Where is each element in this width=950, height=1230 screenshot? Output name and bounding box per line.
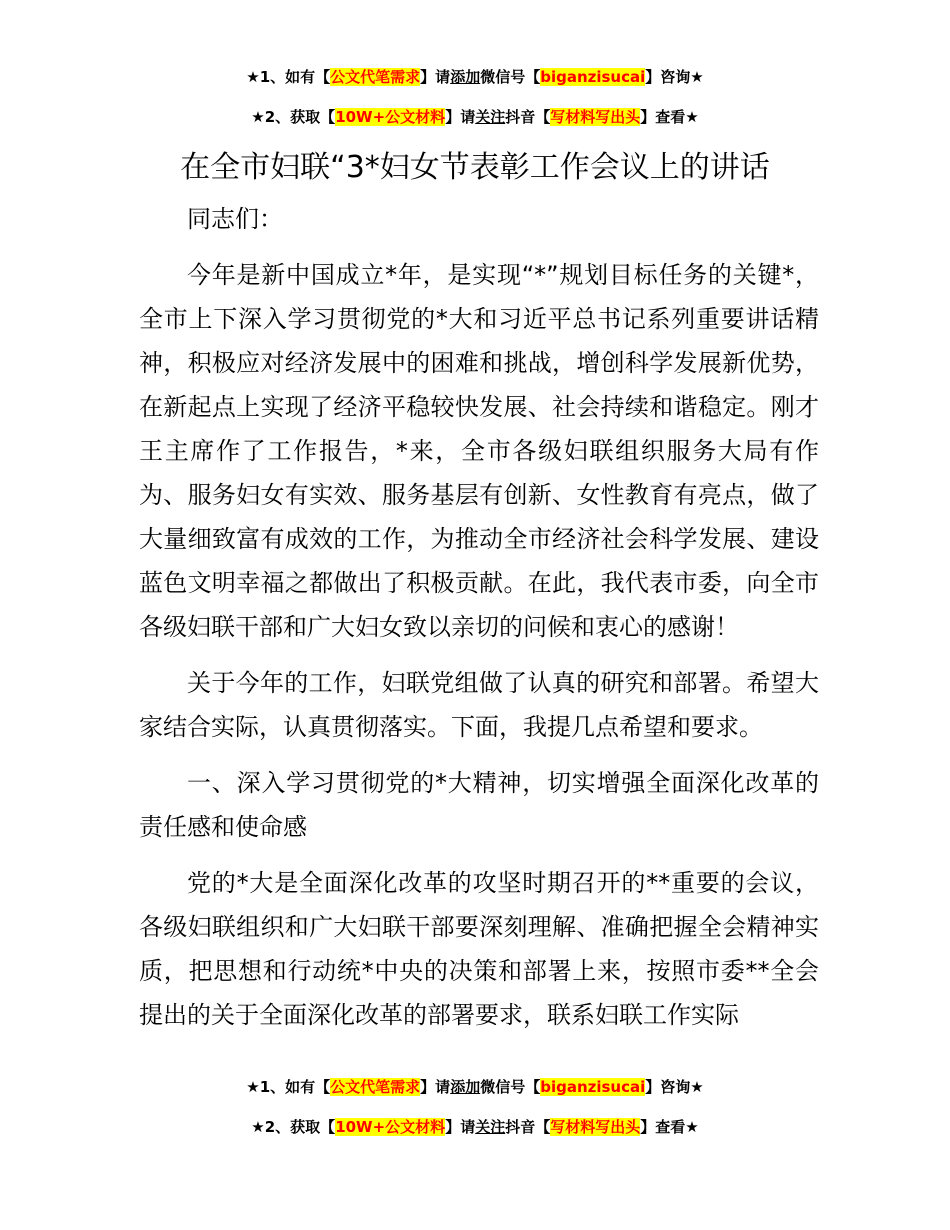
promo-text: 】查看★ bbox=[640, 1118, 699, 1136]
promo-highlight: 公文代笔需求 bbox=[330, 1078, 421, 1096]
promo-text: ★1、如有【 bbox=[246, 1078, 331, 1096]
greeting: 同志们： bbox=[187, 205, 283, 233]
promo-text: 】咨询★ bbox=[645, 1078, 704, 1096]
footer-promo-line-2 bbox=[0, 1116, 950, 1138]
header-promo-line-1 bbox=[0, 66, 950, 88]
promo-text: 微信号【 bbox=[480, 68, 541, 86]
promo-text: 】请 bbox=[420, 1078, 451, 1096]
promo-text: 】请 bbox=[445, 108, 476, 126]
document-title: 在全市妇联“3*妇女节表彰工作会议上的讲话 bbox=[180, 150, 770, 185]
promo-highlight: 写材料写出头 bbox=[550, 108, 641, 126]
promo-text: 微信号【 bbox=[480, 1078, 541, 1096]
promo-text: 】查看★ bbox=[640, 108, 699, 126]
promo-text: ★2、获取【 bbox=[251, 108, 336, 126]
promo-text: 】请 bbox=[445, 1118, 476, 1136]
promo-text: 】请 bbox=[420, 68, 451, 86]
promo-underlined: 关注 bbox=[475, 108, 506, 126]
promo-text: 】咨询★ bbox=[645, 68, 704, 86]
promo-underlined: 关注 bbox=[475, 1118, 506, 1136]
promo-highlight: 公文代笔需求 bbox=[330, 68, 421, 86]
promo-highlight: 写材料写出头 bbox=[550, 1118, 641, 1136]
promo-underlined: 添加 bbox=[450, 68, 481, 86]
promo-highlight: biganzisucai bbox=[540, 68, 646, 86]
promo-text: 抖音【 bbox=[505, 108, 551, 126]
promo-underlined: 添加 bbox=[450, 1078, 481, 1096]
promo-text: ★2、获取【 bbox=[251, 1118, 336, 1136]
body-paragraph-2: 关于今年的工作，妇联党组做了认真的研究和部署。希望大家结合实际，认真贯彻落实。下面，我提几点希望和要求。 bbox=[139, 669, 819, 741]
promo-highlight: biganzisucai bbox=[540, 1078, 646, 1096]
promo-highlight: 10W+公文材料 bbox=[335, 1118, 446, 1136]
header-promo-line-2 bbox=[0, 106, 950, 128]
section-heading-1: 一、深入学习贯彻党的*大精神，切实增强全面深化改革的责任感和使命感 bbox=[139, 769, 819, 841]
promo-highlight: 10W+公文材料 bbox=[335, 108, 446, 126]
body-paragraph-3: 党的*大是全面深化改革的攻坚时期召开的**重要的会议，各级妇联组织和广大妇联干部要深刻理解、准确把握全会精神实质，把思想和行动统*中央的决策和部署上来，按照市委**全会提出的关于全面深化改革的部署要求，联系妇联工作实际 bbox=[139, 869, 819, 1029]
document-body bbox=[139, 197, 819, 1037]
promo-text: 抖音【 bbox=[505, 1118, 551, 1136]
promo-text: ★1、如有【 bbox=[246, 68, 331, 86]
body-paragraph-1: 今年是新中国成立*年，是实现“*”规划目标任务的关键*，全市上下深入学习贯彻党的*大和习近平总书记系列重要讲话精神，积极应对经济发展中的困难和挑战，增创科学发展新优势，在新起点上实现了经济平稳较快发展、社会持续和谐稳定。刚才王主席作了工作报告，*来，全市各级妇联组织服务大局有作为、服务妇女有实效、服务基层有创新、女性教育有亮点，做了大量细致富有成效的工作，为推动全市经济社会科学发展、建设蓝色文明幸福之都做出了积极贡献。在此，我代表市委，向全市各级妇联干部和广大妇女致以亲切的问候和衷心的感谢！ bbox=[139, 261, 819, 641]
footer-promo-line-1 bbox=[0, 1076, 950, 1098]
